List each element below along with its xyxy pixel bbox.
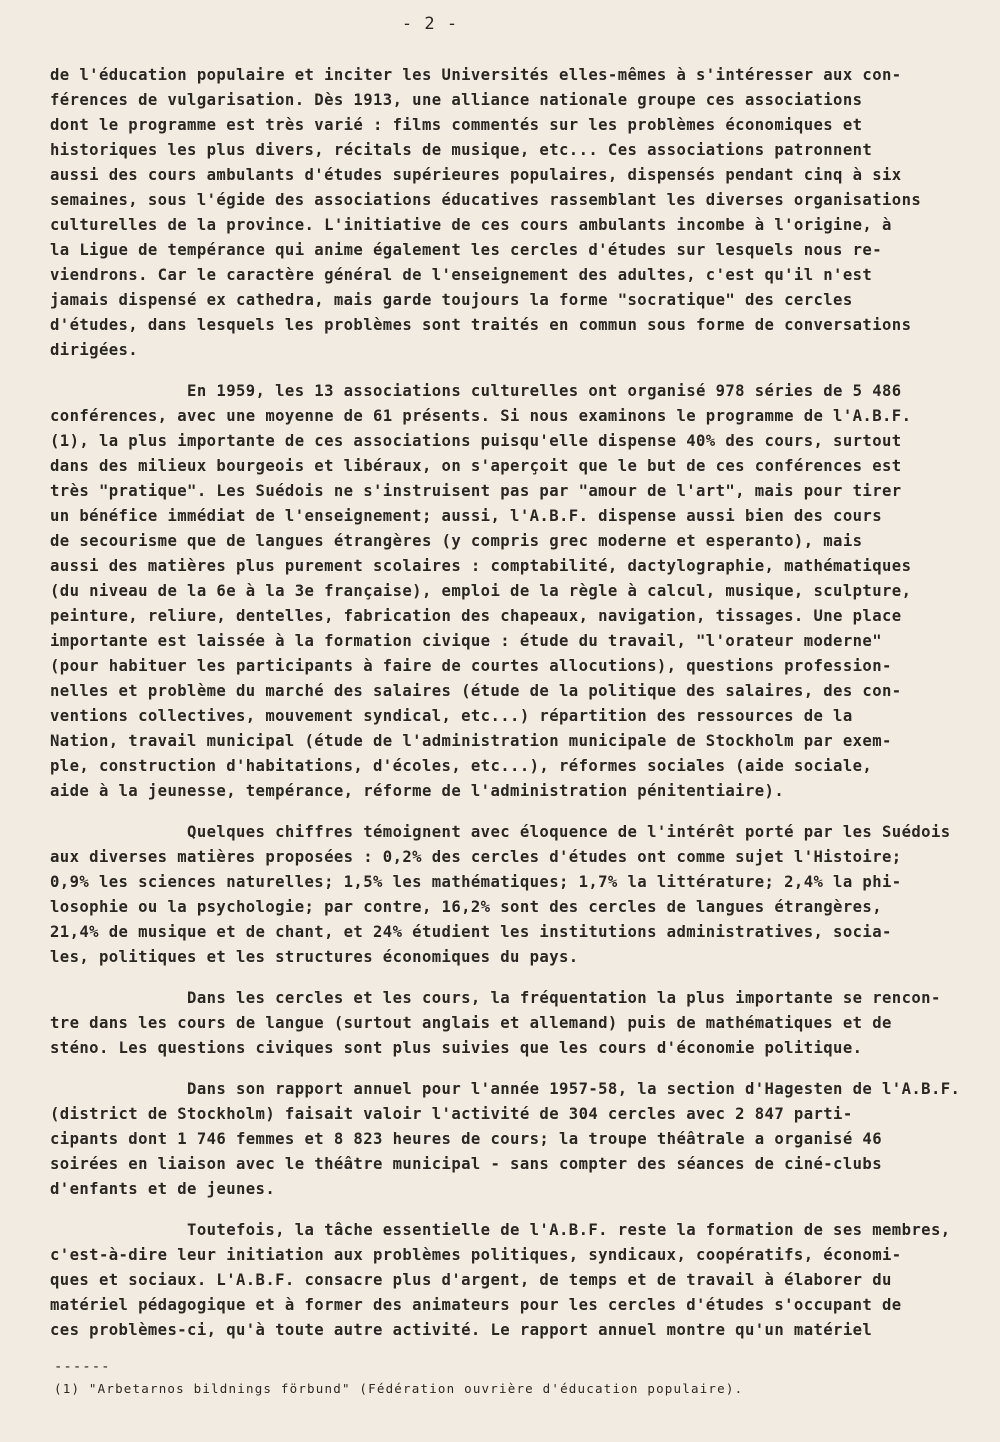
- text-line: (1), la plus importante de ces associations puisqu'elle dispense 40% des cours, surtout: [50, 432, 902, 450]
- text-line: dirigées.: [50, 341, 139, 359]
- text-line: Nation, travail municipal (étude de l'administration municipale de Stockholm par exem-: [50, 732, 892, 750]
- paragraph: [50, 379, 985, 804]
- text-line: Dans son rapport annuel pour l'année 1957-58, la section d'Hagesten de l'A.B.F.: [50, 1080, 961, 1098]
- text-line: 0,9% les sciences naturelles; 1,5% les mathématiques; 1,7% la littérature; 2,4% la phi-: [50, 873, 902, 891]
- text-line: matériel pédagogique et à former des animateurs pour les cercles d'études s'occupant de: [50, 1296, 902, 1314]
- text-line: la Ligue de tempérance qui anime également les cercles d'études sur lesquels nous re-: [50, 241, 882, 259]
- text-line: les, politiques et les structures économiques du pays.: [50, 948, 579, 966]
- paragraph: [50, 820, 985, 970]
- text-line: c'est-à-dire leur initiation aux problèmes politiques, syndicaux, coopératifs, économi-: [50, 1246, 902, 1264]
- text-line: (pour habituer les participants à faire de courtes allocutions), questions profession-: [50, 657, 892, 675]
- footnote: (1) "Arbetarnos bildnings förbund" (Fédération ouvrière d'éducation populaire).: [54, 1381, 744, 1396]
- paragraph: [50, 1218, 985, 1343]
- text-line: jamais dispensé ex cathedra, mais garde toujours la forme "socratique" des cercles: [50, 291, 853, 309]
- text-line: tre dans les cours de langue (surtout anglais et allemand) puis de mathématiques et de: [50, 1014, 892, 1032]
- text-line: Toutefois, la tâche essentielle de l'A.B.F. reste la formation de ses membres,: [50, 1221, 951, 1239]
- text-line: aussi des cours ambulants d'études supérieures populaires, dispensés pendant cinq à six: [50, 166, 902, 184]
- paragraph: [50, 1077, 985, 1202]
- text-line: Dans les cercles et les cours, la fréquentation la plus importante se rencon-: [50, 989, 941, 1007]
- text-line: nelles et problème du marché des salaires (étude de la politique des salaires, des con-: [50, 682, 902, 700]
- text-line: un bénéfice immédiat de l'enseignement; aussi, l'A.B.F. dispense aussi bien des cours: [50, 507, 882, 525]
- text-line: ques et sociaux. L'A.B.F. consacre plus d'argent, de temps et de travail à élaborer du: [50, 1271, 892, 1289]
- text-line: très "pratique". Les Suédois ne s'instruisent pas par "amour de l'art", mais pour tirer: [50, 482, 902, 500]
- text-line: viendrons. Car le caractère général de l'enseignement des adultes, c'est qu'il n'est: [50, 266, 873, 284]
- text-line: aux diverses matières proposées : 0,2% des cercles d'études ont comme sujet l'Histoire;: [50, 848, 902, 866]
- body-text: [50, 63, 985, 1359]
- text-line: d'études, dans lesquels les problèmes sont traités en commun sous forme de conversations: [50, 316, 912, 334]
- text-line: (du niveau de la 6e à la 3e française), emploi de la règle à calcul, musique, sculpture,: [50, 582, 912, 600]
- text-line: (district de Stockholm) faisait valoir l'activité de 304 cercles avec 2 847 parti-: [50, 1105, 853, 1123]
- text-line: losophie ou la psychologie; par contre, 16,2% sont des cercles de langues étrangères,: [50, 898, 882, 916]
- text-line: dont le programme est très varié : films commentés sur les problèmes économiques et: [50, 116, 863, 134]
- text-line: peinture, reliure, dentelles, fabrication des chapeaux, navigation, tissages. Une place: [50, 607, 902, 625]
- text-line: sténo. Les questions civiques sont plus suivies que les cours d'économie politique.: [50, 1039, 863, 1057]
- text-line: Quelques chiffres témoignent avec éloquence de l'intérêt porté par les Suédois: [50, 823, 951, 841]
- text-line: aussi des matières plus purement scolaires : comptabilité, dactylographie, mathématiques: [50, 557, 912, 575]
- text-line: conférences, avec une moyenne de 61 présents. Si nous examinons le programme de l'A.B.F.: [50, 407, 912, 425]
- page-number: - 2 -: [401, 14, 459, 34]
- paragraph: [50, 986, 985, 1061]
- text-line: ple, construction d'habitations, d'écoles, etc...), réformes sociales (aide sociale,: [50, 757, 873, 775]
- text-line: dans des milieux bourgeois et libéraux, on s'aperçoit que le but de ces conférences est: [50, 457, 902, 475]
- text-line: férences de vulgarisation. Dès 1913, une alliance nationale groupe ces associations: [50, 91, 863, 109]
- text-line: importante est laissée à la formation civique : étude du travail, "l'orateur moderne": [50, 632, 882, 650]
- text-line: aide à la jeunesse, tempérance, réforme de l'administration pénitentiaire).: [50, 782, 785, 800]
- text-line: d'enfants et de jeunes.: [50, 1180, 276, 1198]
- text-line: cipants dont 1 746 femmes et 8 823 heures de cours; la troupe théâtrale a organisé 46: [50, 1130, 882, 1148]
- text-line: 21,4% de musique et de chant, et 24% étudient les institutions administratives, socia-: [50, 923, 892, 941]
- text-line: de l'éducation populaire et inciter les Universités elles-mêmes à s'intéresser aux con-: [50, 66, 902, 84]
- text-line: ventions collectives, mouvement syndical, etc...) répartition des ressources de la: [50, 707, 853, 725]
- footnote-rule: ------: [54, 1359, 111, 1375]
- paragraph: [50, 63, 985, 363]
- text-line: de secourisme que de langues étrangères (y compris grec moderne et esperanto), mais: [50, 532, 863, 550]
- text-line: En 1959, les 13 associations culturelles ont organisé 978 séries de 5 486: [50, 382, 902, 400]
- text-line: semaines, sous l'égide des associations éducatives rassemblant les diverses organisations: [50, 191, 922, 209]
- text-line: soirées en liaison avec le théâtre municipal - sans compter des séances de ciné-clubs: [50, 1155, 882, 1173]
- text-line: culturelles de la province. L'initiative de ces cours ambulants incombe à l'origine, à: [50, 216, 892, 234]
- text-line: ces problèmes-ci, qu'à toute autre activité. Le rapport annuel montre qu'un matériel: [50, 1321, 873, 1339]
- text-line: historiques les plus divers, récitals de musique, etc... Ces associations patronnent: [50, 141, 873, 159]
